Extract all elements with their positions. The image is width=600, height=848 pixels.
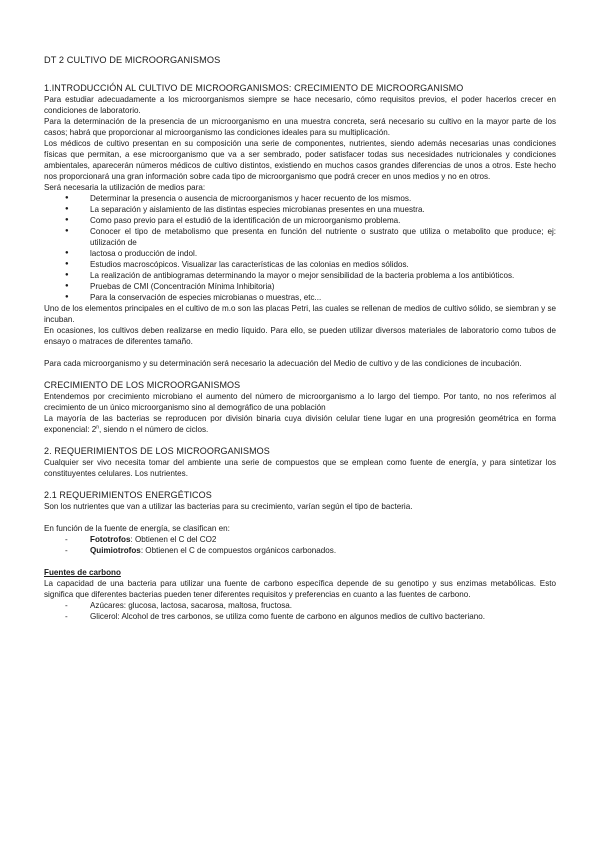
term: Quimiotrofos (90, 546, 141, 555)
paragraph: Para la determinación de la presencia de un microorganismo en una muestra concreta, será necesario su cultivo en la mayor parte de los casos; habrá que proporcionar al microorganismo las condiciones ideales para su multiplicación. (44, 117, 556, 137)
list-item: ● lactosa o producción de indol. (90, 248, 556, 259)
carbon-sources-heading: Fuentes de carbono (44, 568, 121, 577)
list-item (90, 534, 556, 545)
list-item: - Azúcares: glucosa, lactosa, sacarosa, maltosa, fructosa. (90, 600, 556, 611)
paragraph: Son los nutrientes que van a utilizar las bacterias para su crecimiento, varían según el tipo de bacteria. (44, 502, 413, 511)
list-item: ● Para la conservación de especies microbianas o muestras, etc... (90, 292, 556, 303)
list-item: ● La separación y aislamiento de las distintas especies microbianas presentes en una muestra. (90, 204, 556, 215)
list-item: ● Estudios macroscópicos. Visualizar las características de las colonias en medios sólidos. (90, 259, 556, 270)
list-item: ● La realización de antibiogramas determinando la mayor o mejor sensibilidad de la bacteria problema a los antibióticos. (90, 270, 556, 281)
exponent: n (96, 424, 99, 431)
paragraph: En ocasiones, los cultivos deben realizarse en medio líquido. Para ello, se pueden utilizar diversos materiales de laboratorio como tubos de ensayo o matraces de diferentes tamaño. (44, 326, 556, 346)
energy-source-list (44, 534, 556, 556)
document-title: DT 2 CULTIVO DE MICROORGANISMOS (44, 55, 221, 65)
paragraph: Cualquier ser vivo necesita tomar del ambiente una serie de compuestos que se emplean como fuente de energía, y para sintetizar los constituyentes celulares. Los nutrientes. (44, 458, 556, 478)
paragraph: Para estudiar adecuadamente a los microorganismos siempre se hace necesario, cómo requisitos previos, el poder hacerlos crecer en condiciones de laboratorio. (44, 95, 556, 115)
paragraph-text: La mayoría de las bacterias se reproducen por división binaria cuya división celular tiene lugar en una progresión geométrica en forma exponencial: 2 (44, 414, 556, 434)
paragraph: La capacidad de una bacteria para utilizar una fuente de carbono específica depende de su genotipo y sus enzimas metabólicas. Esto significa que diferentes bacterias pueden tener diferentes requisitos y preferencias en cuanto a las fuentes de carbono. (44, 579, 556, 599)
list-item (90, 545, 556, 556)
paragraph (44, 413, 556, 435)
term: Fototrofos (90, 535, 131, 544)
section-1-heading: 1.INTRODUCCIÓN AL CULTIVO DE MICROORGANISMOS: CRECIMIENTO DE MICROORGANISMO (44, 83, 464, 93)
paragraph: Será necesaria la utilización de medios para: (44, 183, 206, 192)
paragraph: En función de la fuente de energía, se clasifican en: (44, 524, 230, 533)
paragraph: Los médicos de cultivo presentan en su composición una serie de componentes, nutrientes, siendo además necesarias unas condiciones físicas que permitan, a ese microorganismo que va a ser sembrado, poder satisfacer todas sus necesidades nutricionales y condiciones ambientales, aparecerán números médicos de cultivo distintos, existiendo en muchos casos grandes diferencias de unos a otros. Este hecho nos proporcionará una gran información sobre cada tipo de microorganismo que podrá crecer en unos medios y no en otros. (44, 139, 556, 181)
paragraph-text: , siendo n el número de ciclos. (98, 425, 209, 434)
section-2-heading: 2. REQUERIMIENTOS DE LOS MICROORGANISMOS (44, 446, 270, 456)
paragraph: Uno de los elementos principales en el cultivo de m.o son las placas Petri, las cuales se rellenan de medios de cultivo sólido, se siembran y se incuban. (44, 304, 556, 324)
paragraph: Entendemos por crecimiento microbiano el aumento del número de microorganismo a lo largo del tiempo. Por tanto, no nos referimos al crecimiento de un único microorganismo sino al demográfico de una población (44, 392, 556, 412)
paragraph: Para cada microorganismo y su determinación será necesario la adecuación del Medio de cultivo y de las condiciones de incubación. (44, 359, 522, 368)
carbon-sources-list (44, 600, 556, 622)
list-item: ● Como paso previo para el estudió de la identificación de un microorganismo problema. (90, 215, 556, 226)
list-item: - Glicerol: Alcohol de tres carbonos, se utiliza como fuente de carbono en algunos medios de cultivo bacteriano. (90, 611, 556, 622)
growth-heading: CRECIMIENTO DE LOS MICROORGANISMOS (44, 380, 241, 390)
list-item: ● Conocer el tipo de metabolismo que presenta en función del nutriente o sustrato que utiliza o metabolito que produce; ej: utilización de (90, 226, 556, 248)
media-uses-list (44, 193, 556, 303)
list-item: ● Determinar la presencia o ausencia de microorganismos y hacer recuento de los mismos. (90, 193, 556, 204)
definition: : Obtienen el C del CO2 (130, 535, 217, 544)
definition: : Obtienen el C de compuestos orgánicos carbonados. (140, 546, 337, 555)
section-2-1-heading: 2.1 REQUERIMIENTOS ENERGÉTICOS (44, 490, 212, 500)
list-item: ● Pruebas de CMI (Concentración Mínima Inhibitoria) (90, 281, 556, 292)
